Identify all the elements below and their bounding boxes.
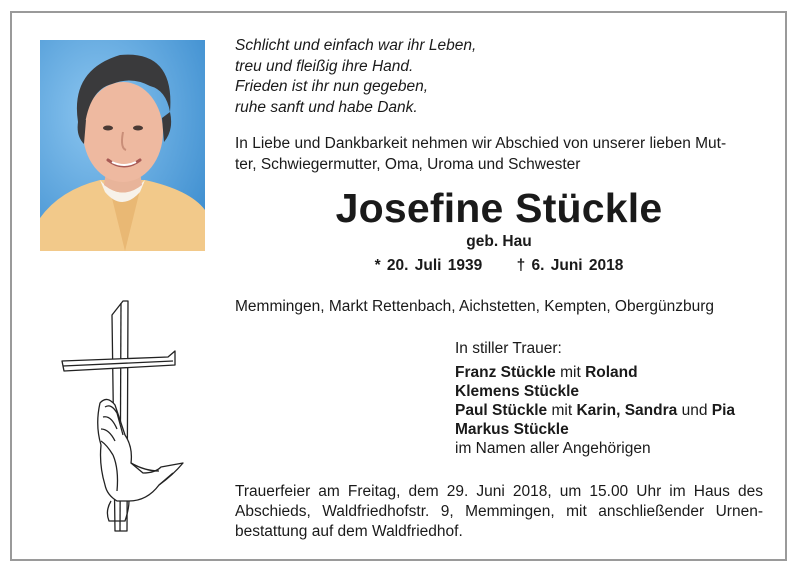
life-dates <box>235 256 763 276</box>
mourner-name: Franz Stückle <box>455 364 556 381</box>
funeral-details <box>235 482 763 542</box>
funeral-line: bestattung auf dem Waldfriedhof. <box>235 523 463 540</box>
birth-name: geb. Hau <box>466 233 532 250</box>
mourner-partner: Pia <box>711 402 736 419</box>
funeral-line: Trauerfeier am Freitag, dem 29. Juni 2018, um 15.00 Uhr im Haus des <box>235 483 763 500</box>
mourner-name: Paul Stückle <box>455 402 548 419</box>
intro-line: ter, Schwiegermutter, Oma, Uroma und Schwester <box>235 156 581 173</box>
mourners-closing: im Namen aller Angehörigen <box>455 440 651 457</box>
farewell-intro <box>235 133 763 175</box>
cross-with-praying-hands-icon <box>55 295 195 540</box>
connector-text: mit <box>551 402 573 419</box>
places-line: Memmingen, Markt Rettenbach, Aichstetten, Kempten, Obergünzburg <box>235 298 715 315</box>
mourner-line <box>455 382 775 401</box>
mourner-partners: Karin, Sandra <box>576 402 678 419</box>
mourner-line <box>455 401 775 420</box>
death-date: † 6. Juni 2018 <box>516 257 624 274</box>
mourners-block <box>455 339 775 458</box>
poem-line: Frieden ist ihr nun gegeben, <box>235 78 429 95</box>
memorial-poem <box>235 36 635 118</box>
poem-line: treu und fleißig ihre Hand. <box>235 57 414 75</box>
mourner-line <box>455 363 775 382</box>
deceased-name: Josefine Stückle <box>335 185 663 231</box>
connector-text: und <box>681 402 708 419</box>
funeral-line: Abschieds, Waldfriedhofstr. 9, Memmingen, mit anschließender Urnen- <box>235 503 763 520</box>
portrait-illustration <box>40 40 205 251</box>
portrait-photo <box>40 40 205 251</box>
intro-line: In Liebe und Dankbarkeit nehmen wir Abschied von unserer lieben Mut- <box>235 135 727 152</box>
poem-line: Schlicht und einfach war ihr Leben, <box>235 37 477 54</box>
connector-text: mit <box>560 364 581 381</box>
mourner-name: Klemens Stückle <box>455 383 580 400</box>
mourner-name: Markus Stückle <box>455 421 569 438</box>
mourner-line <box>455 420 775 439</box>
mourner-partner: Roland <box>585 364 638 381</box>
birth-date: * 20. Juli 1939 <box>374 257 483 274</box>
poem-line: ruhe sanft und habe Dank. <box>235 98 418 116</box>
mourners-heading: In stiller Trauer: <box>455 340 562 357</box>
